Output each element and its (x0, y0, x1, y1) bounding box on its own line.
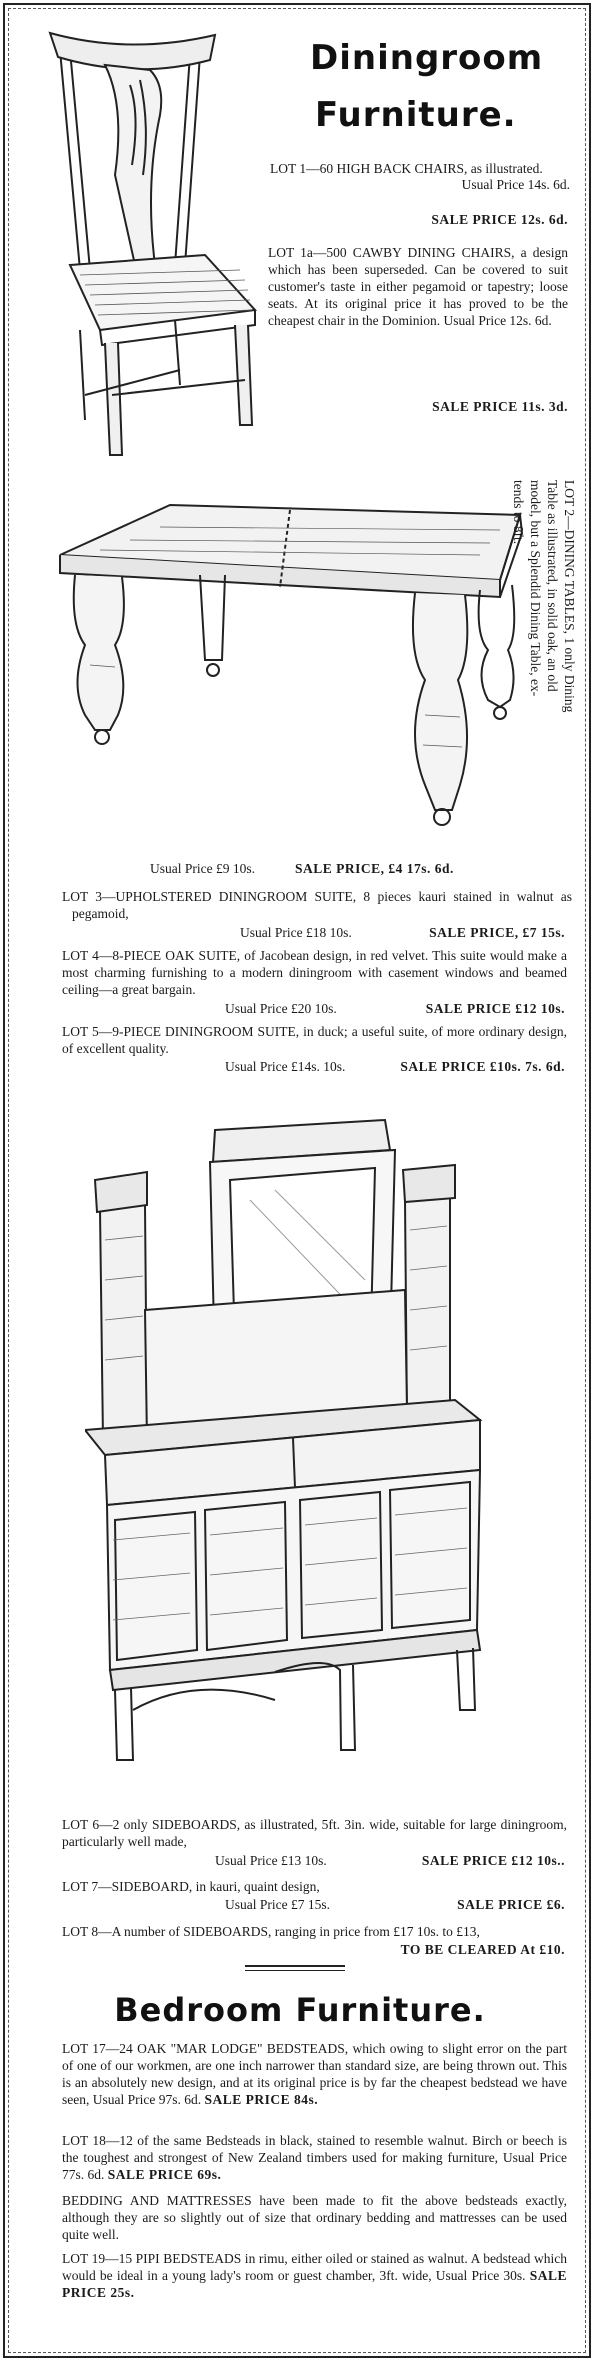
chair-illustration (40, 25, 265, 465)
lot18-text: LOT 18—12 of the same Bedsteads in black, stained to resemble walnut. Birch or beech is the toughest and strongest of New Zealand timbers used for making furniture, Usual Price 77s. 6d. SALE PRICE 69s. (62, 2133, 567, 2182)
sideboard-illustration (85, 1110, 525, 1780)
bedroom-heading: Bedroom Furniture. (114, 1991, 486, 2029)
lot3-sale-price: SALE PRICE, £7 15s. (429, 925, 565, 940)
diningroom-heading-line2: Furniture. (315, 95, 517, 135)
lot2-line-4: tends to 8ft. (511, 480, 526, 545)
lot5-usual-price: Usual Price £14s. 10s. (225, 1059, 346, 1074)
lot6-text: LOT 6—2 only SIDEBOARDS, as illustrated, 5ft. 3in. wide, suitable for large diningroom, particularly well made, (62, 1817, 567, 1849)
lot19-inline-usual: Usual Price 30s. (431, 2268, 530, 2283)
lot1-text: LOT 1—60 HIGH BACK CHAIRS, as illustrated. (270, 161, 543, 176)
lot1a-text: LOT 1a—500 CAWBY DINING CHAIRS, a design which has been superseded. Can be covered to suit customer's taste in either pegamoid or tapestry; loose seats. At its original price it has proved to be the cheapest chair in the Dominion. Usual Price 12s. 6d. (268, 245, 568, 328)
lot19-text: LOT 19—15 PIPI BEDSTEADS in rimu, either oiled or stained as walnut. A bedstead which would be ideal in a young lady's room or guest chamber, 3ft. wide, Usual Price 30s. SALE PRICE 25s. (62, 2251, 567, 2300)
lot5-text: LOT 5—9-PIECE DININGROOM SUITE, in duck; a useful suite, of more ordinary design, of excellent quality. (62, 1024, 567, 1056)
lot7-usual-price: Usual Price £7 15s. (225, 1897, 330, 1912)
lot3-usual-price: Usual Price £18 10s. (240, 925, 352, 940)
lot2-line-3: model, but a Splendid Dining Table, ex- (528, 480, 543, 697)
lot5-sale-price: SALE PRICE £10s. 7s. 6d. (400, 1059, 565, 1074)
lot2-sale-price: SALE PRICE, £4 17s. 6d. (295, 861, 454, 876)
lot8-sale-price: TO BE CLEARED At £10. (400, 1942, 565, 1957)
section-divider (245, 1965, 345, 1967)
lot6-sale-price: SALE PRICE £12 10s.. (421, 1853, 565, 1868)
lot19-inline-sale: SALE PRICE 25s. (62, 2268, 567, 2300)
diningroom-heading-line1: Diningroom (310, 38, 544, 78)
lot6-usual-price: Usual Price £13 10s. (215, 1853, 327, 1868)
lot3-text: LOT 3—UPHOLSTERED DININGROOM SUITE, 8 pieces kauri stained in walnut as pegamoid, (62, 889, 572, 921)
lot4-sale-price: SALE PRICE £12 10s. (425, 1001, 565, 1016)
lot18-inline-usual: Usual Price 77s. 6d. (62, 2150, 567, 2182)
lot4-text: LOT 4—8-PIECE OAK SUITE, of Jacobean design, in red velvet. This suite would make a most charming furnishing to a modern diningroom with casement windows and beamed ceiling—a great bargain. (62, 948, 567, 997)
lot2-line-2: Table as illustrated, in solid oak, an old (545, 480, 560, 692)
lot8-text: LOT 8—A number of SIDEBOARDS, ranging in price from £17 10s. to £13, (62, 1924, 480, 1939)
lot17-inline-usual: Usual Price 97s. 6d. (89, 2092, 205, 2107)
lot17-text: LOT 17—24 OAK "MAR LODGE" BEDSTEADS, which owing to slight error on the part of one of our workmen, are one inch narrower than standard size, are being thrown out. This is an absolutely new design, and at its original price is by far the cheapest bedstead we have seen, Usual Price 97s. 6d. SALE PRICE 84s. (62, 2041, 567, 2107)
lot7-text: LOT 7—SIDEBOARD, in kauri, quaint design, (62, 1879, 320, 1894)
lot1a-sale-price: SALE PRICE 11s. 3d. (432, 399, 568, 414)
lot18-inline-sale: SALE PRICE 69s. (107, 2167, 222, 2182)
lot4-usual-price: Usual Price £20 10s. (225, 1001, 337, 1016)
lot7-sale-price: SALE PRICE £6. (457, 1897, 565, 1912)
lot2-line-1: LOT 2—DINING TABLES, 1 only Dining (562, 480, 577, 713)
lot1-usual-inline: Usual Price 14s. 6d. (461, 177, 570, 192)
lot17-inline-sale: SALE PRICE 84s. (204, 2092, 319, 2107)
lot1-sale-price: SALE PRICE 12s. 6d. (431, 212, 568, 227)
section-divider-2 (245, 1970, 345, 1971)
bedding-text: BEDDING AND MATTRESSES have been made to fit the above bedsteads exactly, although they are so slightly out of size that ordinary bedding and mattresses can be used quite well. (62, 2193, 567, 2242)
dining-table-illustration (40, 485, 530, 845)
lot2-usual-price: Usual Price £9 10s. (150, 861, 255, 876)
